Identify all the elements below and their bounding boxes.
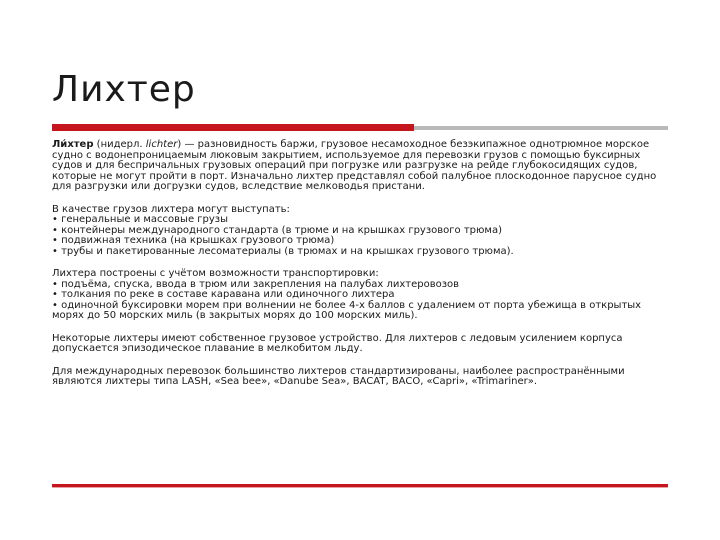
list-item: • генеральные и массовые грузы (52, 214, 229, 225)
list-item: • толкания по реке в составе каравана или одиночного лихтера (52, 289, 395, 300)
title-rule-accent (52, 124, 414, 131)
list-item: • одиночной буксировки морем при волнении не более 4-х баллов с удалением от порта убежища в открытых морях до 50 морских миль (в закрытых морях до 100 морских миль). (52, 299, 642, 321)
slide-title: Лихтер (52, 69, 196, 110)
slide-body (52, 140, 668, 400)
definition-text: ) — разновидность баржи, грузовое несамоходное безэкипажное однотрюмное морское судно с водонепроницаемым люковым закрытием, используемое для перевозки грузов с помощью буксирных судов и для беспричальных грузовых операций при погрузке или разгрузке на рейде глубокосидящих судов, которые не могут пройти в порт. Изначально лихтер представлял собой палубное плоскодонное парусное судно для разгрузки или догрузки судов, вследствие мелководья пристани. (52, 139, 657, 192)
paragraph-equipment: Некоторые лихтеры имеют собственное грузовое устройство. Для лихтеров с ледовым усилением корпуса допускается эпизодическое плавание в мелкобитом льду. (52, 332, 623, 354)
bottom-rule-thin (52, 487, 668, 488)
list-item: • подъёма, спуска, ввода в трюм или закрепления на палубах лихтеровозов (52, 278, 460, 290)
cargo-intro: В качестве грузов лихтера могут выступать: (52, 203, 290, 215)
transport-intro: Лихтера построены с учётом возможности транспортировки: (52, 268, 379, 279)
list-item: • контейнеры международного стандарта (в трюме и на крышках грузового трюма) (52, 224, 503, 236)
definition-italic: lichter (145, 139, 178, 150)
paragraph-definition (52, 140, 668, 193)
paragraph-transport (52, 269, 668, 322)
paragraph-standards: Для международных перевозок большинство лихтеров стандартизированы, наиболее распространёнными являются лихтеры типа LASH, «Sea bee», «Danube Sea», BACAT, BACO, «Capri», «Trimariner». (52, 365, 625, 387)
list-item: • трубы и пакетированные лесоматериалы (в трюмах и на крышках грузового трюма). (52, 245, 514, 257)
definition-lead: (нидерл. (93, 139, 146, 150)
list-item: • подвижная техника (на крышках грузового трюма) (52, 235, 335, 246)
paragraph-cargo (52, 205, 668, 258)
term-bold: Ли́хтер (52, 139, 94, 150)
